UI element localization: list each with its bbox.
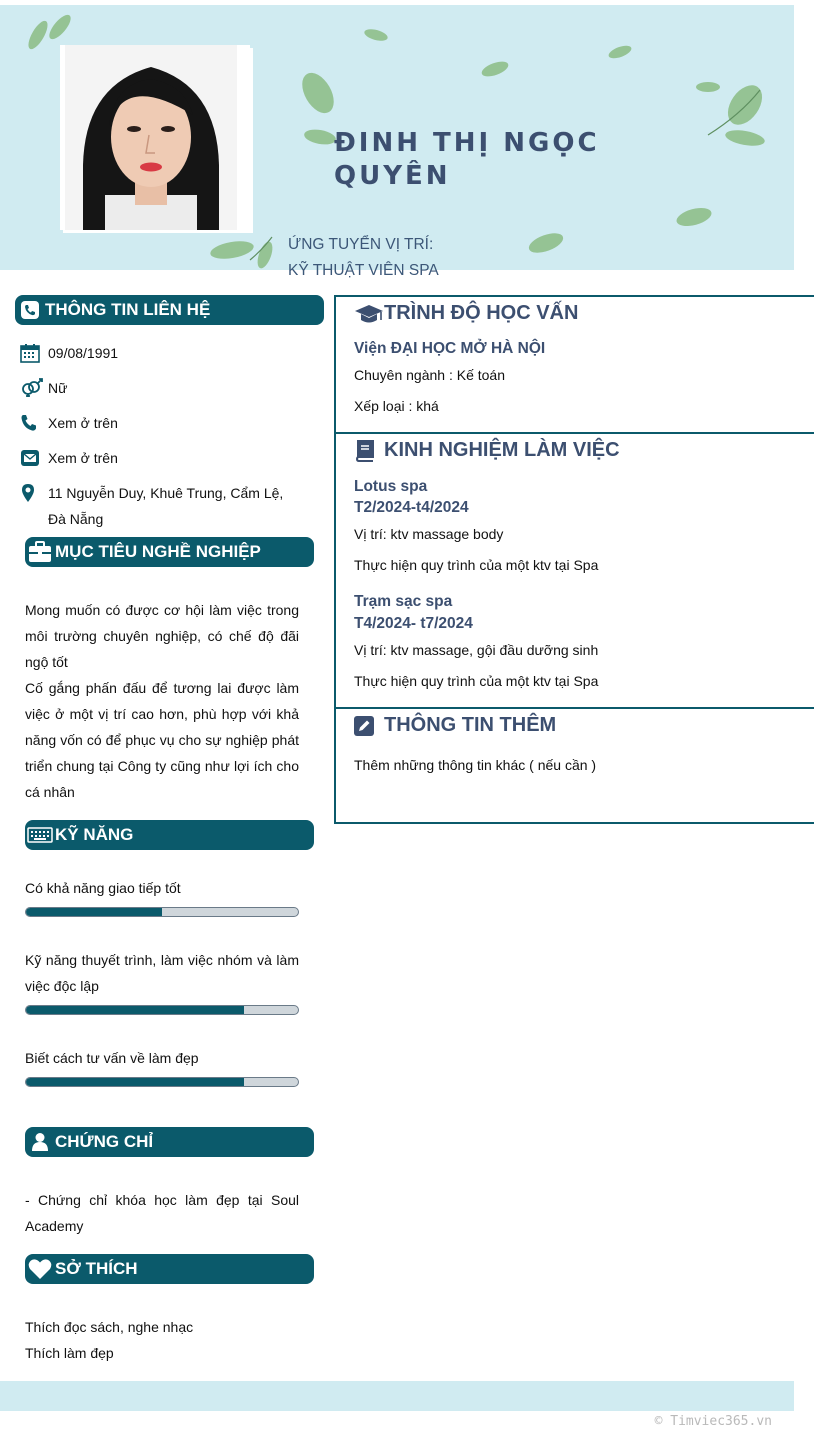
hobbies-heading (25, 1254, 314, 1284)
objective-heading-text: MỤC TIÊU NGHỀ NGHIỆP (55, 542, 261, 561)
hobby-item: Thích đọc sách, nghe nhạc (25, 1319, 194, 1335)
certificate-text: - Chứng chỉ khóa học làm đẹp tại Soul Academy (25, 1192, 299, 1234)
skill-progress-bar (25, 907, 299, 917)
education-major: Chuyên ngành : Kế toán (354, 367, 506, 383)
profile-photo (65, 45, 237, 230)
skills-heading-text: KỸ NĂNG (55, 825, 134, 844)
education-school: Viện ĐẠI HỌC MỞ HÀ NỘI (354, 340, 546, 357)
position-value: KỸ THUẬT VIÊN SPA (288, 262, 439, 279)
section-divider (336, 432, 814, 434)
contact-birthday-row (20, 340, 298, 366)
objective-heading (25, 537, 314, 567)
calendar-icon (20, 340, 48, 366)
additional-text: Thêm những thông tin khác ( nếu cần ) (354, 757, 597, 773)
experience-heading-text: KINH NGHIỆM LÀM VIỆC (384, 439, 620, 461)
education-heading (354, 302, 578, 325)
address-text: 11 Nguyễn Duy, Khuê Trung, Cẩm Lệ, Đà Nẵng (48, 485, 284, 527)
edit-icon (354, 716, 384, 736)
skill-progress-fill (26, 1006, 244, 1014)
skill-label: Kỹ năng thuyết trình, làm việc nhóm và làm việc độc lập (25, 952, 299, 994)
candidate-name: ĐINH THỊ NGỌC QUYÊN (334, 128, 600, 191)
heart-icon (25, 1254, 55, 1284)
education-heading-text: TRÌNH ĐỘ HỌC VẤN (384, 302, 579, 324)
additional-heading (354, 714, 556, 737)
footer-band (0, 1381, 794, 1411)
gender-text: Nữ (48, 380, 68, 396)
contact-address-row (20, 480, 298, 532)
skill-progress-fill (26, 908, 162, 916)
contact-gender-row (20, 375, 298, 401)
skill-progress-bar (25, 1077, 299, 1087)
job-description: Thực hiện quy trình của một ktv tại Spa (354, 673, 599, 689)
map-marker-icon (20, 480, 48, 506)
experience-heading (354, 439, 620, 462)
contact-phone-row (20, 410, 298, 436)
job-period: T4/2024- t7/2024 (354, 615, 473, 632)
book-icon (354, 440, 384, 462)
job-company: Trạm sạc spa (354, 593, 453, 610)
phone-square-icon (15, 295, 45, 325)
job-company: Lotus spa (354, 478, 428, 495)
email-text: Xem ở trên (48, 450, 118, 466)
position-label: ỨNG TUYỂN VỊ TRÍ: (288, 236, 434, 253)
birthday-text: 09/08/1991 (48, 345, 119, 361)
job-role: Vị trí: ktv massage, gội đầu dưỡng sinh (354, 642, 599, 658)
phone-text: Xem ở trên (48, 415, 118, 431)
contact-heading-text: THÔNG TIN LIÊN HỆ (45, 300, 211, 319)
skills-heading (25, 820, 314, 850)
objective-paragraph-2: Cố gắng phấn đấu để tương lai được làm việc ở một vị trí cao hơn, phù hợp với khả năng vốn có để phục vụ cho sự nghiệp phát triển chung tại Công ty cũng như lợi ích cho cá nhân (25, 680, 299, 800)
skill-progress-bar (25, 1005, 299, 1015)
hobbies-heading-text: SỞ THÍCH (55, 1259, 138, 1278)
phone-icon (20, 410, 48, 436)
section-divider (336, 707, 814, 709)
contact-heading (15, 295, 324, 325)
skill-label: Biết cách tư vấn về làm đẹp (25, 1050, 199, 1066)
skill-label: Có khả năng giao tiếp tốt (25, 880, 181, 896)
certificates-heading (25, 1127, 314, 1157)
education-grade: Xếp loại : khá (354, 398, 439, 414)
job-period: T2/2024-t4/2024 (354, 499, 469, 516)
footer-credit: © Timviec365.vn (654, 1414, 772, 1429)
hobby-item: Thích làm đẹp (25, 1345, 114, 1361)
objective-paragraph-1: Mong muốn có được cơ hội làm việc trong môi trường chuyên nghiệp, có chế độ đãi ngộ tốt (25, 602, 299, 670)
contact-email-row (20, 445, 298, 471)
certificates-heading-text: CHỨNG CHỈ (55, 1132, 154, 1151)
additional-heading-text: THÔNG TIN THÊM (384, 714, 557, 736)
user-icon (25, 1127, 55, 1157)
job-role: Vị trí: ktv massage body (354, 526, 504, 542)
job-description: Thực hiện quy trình của một ktv tại Spa (354, 557, 599, 573)
keyboard-icon (25, 820, 55, 850)
briefcase-icon (25, 537, 55, 567)
skill-progress-fill (26, 1078, 244, 1086)
graduation-cap-icon (354, 303, 384, 325)
gender-icon (20, 375, 48, 401)
envelope-icon (20, 445, 48, 471)
